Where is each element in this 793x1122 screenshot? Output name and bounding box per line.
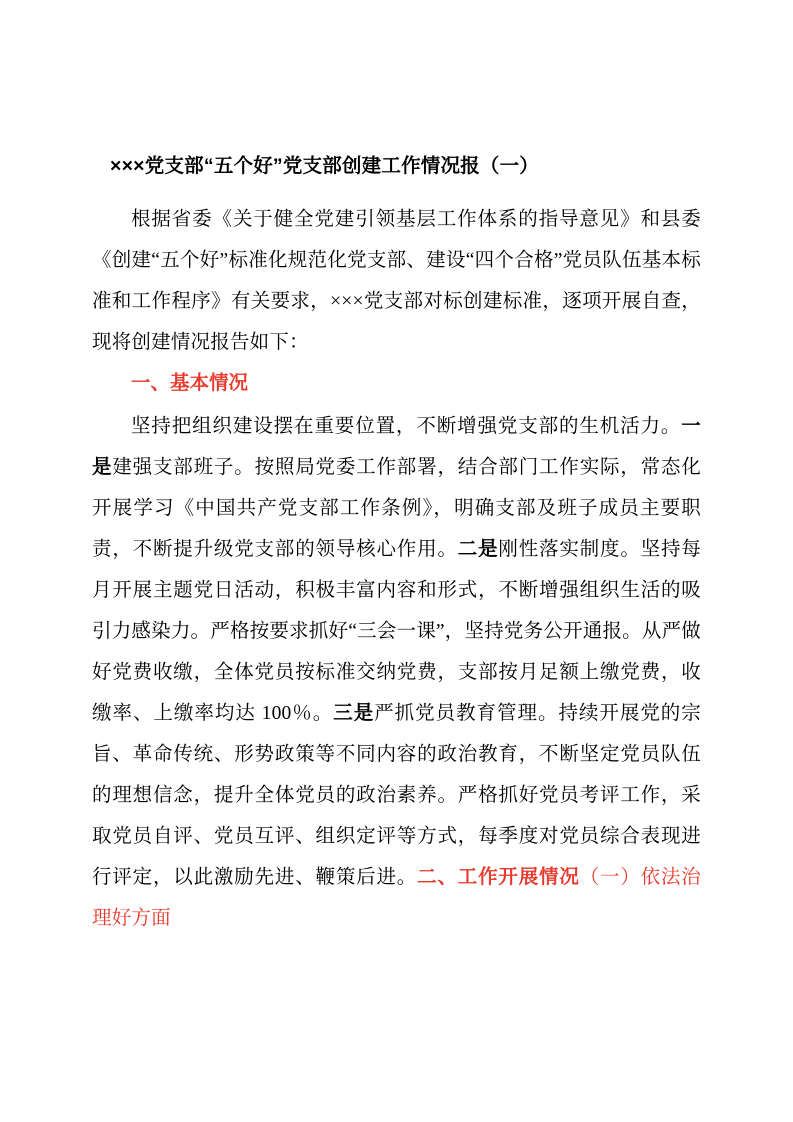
point-three-text: 严抓党员教育管理。持续开展党的宗旨、革命传统、形势政策等不同内容的政治教育，不断坚定党员队伍的理想信念，提升全体党员的政治素养。严格抓好党员考评工作，采取党员自评、党员互评、组织定评等方式，每季度对党员综合表现进行评定，以此激励先进、鞭策后进。: [92, 703, 701, 889]
intro-paragraph: 根据省委《关于健全党建引领基层工作体系的指导意见》和县委《创建“五个好”标准化规范化党支部、建设“四个合格”党员队伍基本标准和工作程序》有关要求，×××党支部对标创建标准，逐项开展自查，现将创建情况报告如下：: [92, 209, 701, 354]
subsection-heading-one: （一）依法治理好方面: [92, 867, 701, 930]
point-two-text: 刚性落实制度。坚持每月开展主题党日活动，积极丰富内容和形式，不断增强组织生活的吸引力感染力。严格按要求抓好“三会一课”，坚持党务公开通报。从严做好党费收缴，全体党员按标准交纳党费，支部按月足额上缴党费，收缴率、上缴率均达 100％。: [92, 539, 701, 725]
body-paragraph: [92, 406, 701, 939]
body-lead: 坚持把组织建设摆在重要位置，不断增强党支部的生机活力。: [131, 416, 682, 438]
section-heading-one: 一、基本情况: [131, 373, 249, 395]
point-one-label: 一是: [92, 416, 701, 479]
point-two-label: 二是: [457, 539, 499, 561]
page-title: ×××党支部“五个好”党支部创建工作情况报（一）: [110, 155, 539, 177]
point-three-label: 三是: [333, 703, 375, 725]
section-heading-two: 二、工作开展情况: [417, 867, 580, 889]
point-one-text: 建强支部班子。按照局党委工作部署，结合部门工作实际，常态化开展学习《中国共产党支部工作条例》，明确支部及班子成员主要职责，不断提升级党支部的领导核心作用。: [92, 457, 701, 561]
